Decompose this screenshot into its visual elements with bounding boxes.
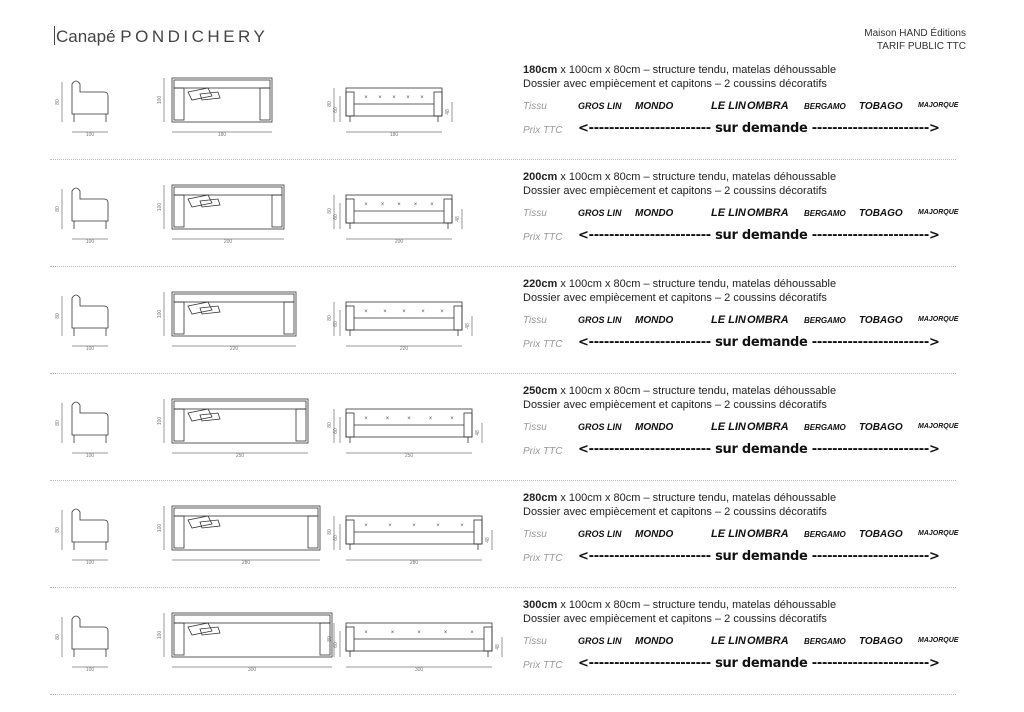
fabric-option: BERGAMO — [804, 636, 846, 646]
top-depth-label: 100 — [157, 630, 163, 640]
svg-text:×: × — [364, 416, 368, 422]
fabric-option: MONDO — [635, 314, 674, 326]
price-value: <------------------------ sur demande -----------------------> — [578, 121, 940, 136]
fabric-option: MAJORQUE — [918, 316, 959, 323]
fabric-option: MONDO — [635, 528, 674, 540]
svg-text:×: × — [402, 309, 406, 315]
top-width-label: 180 — [217, 132, 227, 138]
fabric-option: LE LIN — [711, 314, 746, 326]
product-row — [50, 484, 959, 588]
front-arm-height-label: 48 — [485, 537, 491, 543]
svg-text:×: × — [421, 309, 425, 315]
fabric-label: Tissu — [523, 315, 547, 326]
svg-text:×: × — [364, 523, 368, 529]
side-height-label: 80 — [55, 420, 61, 426]
svg-text:×: × — [436, 523, 440, 529]
top-width-label: 250 — [235, 453, 245, 459]
fabric-option: LE LIN — [711, 635, 746, 647]
spec-line — [523, 278, 836, 290]
fabric-option: TOBAGO — [859, 421, 903, 433]
page-title — [54, 26, 268, 47]
svg-text:×: × — [390, 630, 395, 636]
svg-text:×: × — [420, 95, 424, 101]
side-height-label: 80 — [55, 634, 61, 640]
top-depth-label: 100 — [157, 309, 163, 319]
front-seat-height-label: 60 — [333, 321, 339, 327]
brand-name: Maison HAND Éditions — [864, 28, 966, 39]
detail-line: Dossier avec empiècement et capitons – 2 coussins décoratifs — [523, 506, 827, 518]
fabric-label: Tissu — [523, 422, 547, 433]
top-view-outline — [172, 506, 320, 550]
fabric-option: MONDO — [635, 207, 674, 219]
price-label: Prix TTC — [523, 232, 563, 243]
fabric-option: BERGAMO — [804, 208, 846, 218]
fabric-option: BERGAMO — [804, 315, 846, 325]
front-width-label: 250 — [404, 453, 414, 459]
fabric-option: GROS LIN — [578, 422, 622, 432]
svg-text:×: × — [450, 416, 454, 422]
top-width-label: 200 — [223, 239, 233, 245]
spec-text: x 100cm x 80cm – structure tendu, matelas déhoussable — [557, 599, 837, 611]
top-depth-label: 100 — [157, 523, 163, 533]
sofa-technical-drawings — [50, 484, 500, 584]
fabric-option: LE LIN — [711, 100, 746, 112]
price-value: <------------------------ sur demande -----------------------> — [578, 442, 940, 457]
fabric-option: BERGAMO — [804, 101, 846, 111]
svg-text:×: × — [364, 309, 368, 315]
side-view-outline — [72, 509, 108, 542]
svg-text:×: × — [413, 202, 418, 208]
front-height-label: 80 — [327, 636, 333, 642]
front-width-label: 200 — [394, 239, 404, 245]
fabric-option: GROS LIN — [578, 315, 622, 325]
brand-block — [864, 27, 966, 53]
fabric-option: MONDO — [635, 421, 674, 433]
size-label: 300cm — [523, 599, 558, 611]
fabric-option: TOBAGO — [859, 635, 903, 647]
svg-text:×: × — [397, 202, 401, 208]
product-row — [50, 377, 959, 481]
fabric-label: Tissu — [523, 101, 547, 112]
product-row — [50, 270, 959, 374]
fabric-option: TOBAGO — [859, 207, 903, 219]
spec-text: x 100cm x 80cm – structure tendu, matelas déhoussable — [557, 385, 837, 397]
title-name: PONDICHERY — [120, 27, 269, 46]
fabric-option: OMBRA — [747, 528, 789, 540]
price-label: Prix TTC — [523, 660, 563, 671]
tariff-label: TARIF PUBLIC TTC — [876, 41, 966, 52]
spec-text: x 100cm x 80cm – structure tendu, matelas déhoussable — [557, 278, 837, 290]
fabric-option: OMBRA — [747, 421, 789, 433]
sofa-technical-drawings — [50, 56, 500, 156]
fabric-option: LE LIN — [711, 207, 746, 219]
fabric-option: MAJORQUE — [918, 209, 959, 216]
side-height-label: 80 — [55, 99, 61, 105]
svg-text:×: × — [407, 416, 411, 422]
fabric-option: MONDO — [635, 100, 674, 112]
top-width-label: 300 — [247, 667, 257, 673]
svg-text:×: × — [440, 309, 444, 315]
svg-text:×: × — [364, 95, 368, 101]
side-depth-label: 100 — [85, 239, 95, 245]
spec-line — [523, 492, 836, 504]
fabric-option: OMBRA — [747, 635, 789, 647]
top-depth-label: 100 — [157, 95, 163, 105]
side-view-outline — [72, 188, 108, 221]
svg-text:×: × — [385, 416, 390, 422]
front-width-label: 280 — [409, 560, 419, 566]
svg-text:×: × — [470, 630, 474, 636]
fabric-option: MONDO — [635, 635, 674, 647]
svg-text:×: × — [460, 523, 464, 529]
spec-text: x 100cm x 80cm – structure tendu, matelas déhoussable — [557, 171, 837, 183]
front-height-label: 80 — [327, 101, 333, 107]
front-arm-height-label: 48 — [475, 430, 481, 436]
price-value: <------------------------ sur demande -----------------------> — [578, 549, 940, 564]
side-height-label: 80 — [55, 313, 61, 319]
side-view-outline — [72, 295, 108, 328]
fabric-option: LE LIN — [711, 421, 746, 433]
front-width-label: 220 — [399, 346, 409, 352]
fabric-option: LE LIN — [711, 528, 746, 540]
front-view-outline — [346, 516, 482, 544]
svg-text:×: × — [443, 630, 448, 636]
row-divider — [50, 694, 956, 695]
svg-text:×: × — [380, 202, 385, 208]
row-divider — [50, 587, 956, 588]
size-label: 200cm — [523, 171, 558, 183]
row-divider — [50, 480, 956, 481]
fabric-option: TOBAGO — [859, 314, 903, 326]
front-seat-height-label: 60 — [333, 642, 339, 648]
top-view-outline — [172, 78, 272, 122]
svg-text:×: × — [417, 630, 421, 636]
front-seat-height-label: 60 — [333, 107, 339, 113]
fabric-option: GROS LIN — [578, 636, 622, 646]
sofa-technical-drawings — [50, 163, 500, 263]
spec-text: x 100cm x 80cm – structure tendu, matelas déhoussable — [557, 64, 837, 76]
top-view-outline — [172, 292, 296, 336]
fabric-option: MAJORQUE — [918, 423, 959, 430]
price-value: <------------------------ sur demande -----------------------> — [578, 228, 940, 243]
side-view-outline — [72, 81, 108, 114]
front-seat-height-label: 60 — [333, 535, 339, 541]
fabric-option: BERGAMO — [804, 422, 846, 432]
size-label: 180cm — [523, 64, 558, 76]
side-depth-label: 100 — [85, 453, 95, 459]
svg-text:×: × — [364, 202, 368, 208]
fabric-option: OMBRA — [747, 100, 789, 112]
svg-text:×: × — [378, 95, 382, 101]
product-row — [50, 56, 959, 160]
spec-text: x 100cm x 80cm – structure tendu, matelas déhoussable — [557, 492, 837, 504]
front-view-outline — [346, 302, 462, 330]
top-width-label: 280 — [241, 560, 251, 566]
side-depth-label: 100 — [85, 560, 95, 566]
sofa-technical-drawings — [50, 270, 500, 370]
title-bar — [54, 26, 55, 45]
front-arm-height-label: 48 — [465, 323, 471, 329]
front-height-label: 80 — [327, 529, 333, 535]
svg-text:×: × — [428, 416, 433, 422]
front-width-label: 180 — [389, 132, 399, 138]
fabric-option: OMBRA — [747, 207, 789, 219]
svg-text:×: × — [392, 95, 396, 101]
size-label: 280cm — [523, 492, 558, 504]
fabric-option: MAJORQUE — [918, 102, 959, 109]
svg-text:×: × — [430, 202, 434, 208]
fabric-option: BERGAMO — [804, 529, 846, 539]
spec-line — [523, 64, 836, 76]
top-width-label: 220 — [229, 346, 239, 352]
size-label: 220cm — [523, 278, 558, 290]
side-depth-label: 100 — [85, 667, 95, 673]
spec-line — [523, 599, 836, 611]
price-label: Prix TTC — [523, 339, 563, 350]
front-height-label: 80 — [327, 208, 333, 214]
price-value: <------------------------ sur demande -----------------------> — [578, 656, 940, 671]
front-view-outline — [346, 623, 492, 651]
spec-line — [523, 385, 836, 397]
product-row — [50, 163, 959, 267]
front-arm-height-label: 48 — [455, 216, 461, 222]
price-value: <------------------------ sur demande -----------------------> — [578, 335, 940, 350]
row-divider — [50, 266, 956, 267]
side-depth-label: 100 — [85, 132, 95, 138]
detail-line: Dossier avec empiècement et capitons – 2 coussins décoratifs — [523, 78, 827, 90]
front-seat-height-label: 60 — [333, 214, 339, 220]
price-label: Prix TTC — [523, 125, 563, 136]
fabric-option: GROS LIN — [578, 208, 622, 218]
product-row — [50, 591, 959, 695]
top-view-outline — [172, 613, 332, 657]
svg-text:×: × — [412, 523, 416, 529]
svg-text:×: × — [364, 630, 368, 636]
fabric-option: MAJORQUE — [918, 637, 959, 644]
front-width-label: 300 — [414, 667, 424, 673]
front-seat-height-label: 60 — [333, 428, 339, 434]
spec-line — [523, 171, 836, 183]
side-view-outline — [72, 402, 108, 435]
fabric-option: GROS LIN — [578, 101, 622, 111]
side-height-label: 80 — [55, 527, 61, 533]
svg-text:×: × — [406, 95, 410, 101]
top-depth-label: 100 — [157, 202, 163, 212]
front-view-outline — [346, 88, 442, 116]
svg-text:×: × — [388, 523, 392, 529]
size-label: 250cm — [523, 385, 558, 397]
top-view-outline — [172, 185, 284, 229]
fabric-label: Tissu — [523, 208, 547, 219]
front-view-outline — [346, 195, 452, 223]
front-height-label: 80 — [327, 422, 333, 428]
svg-text:×: × — [383, 309, 387, 315]
price-label: Prix TTC — [523, 446, 563, 457]
sofa-technical-drawings — [50, 591, 500, 691]
front-arm-height-label: 48 — [495, 644, 501, 650]
front-view-outline — [346, 409, 472, 437]
fabric-label: Tissu — [523, 529, 547, 540]
price-label: Prix TTC — [523, 553, 563, 564]
fabric-option: GROS LIN — [578, 529, 622, 539]
side-view-outline — [72, 616, 108, 649]
front-height-label: 80 — [327, 315, 333, 321]
fabric-option: TOBAGO — [859, 100, 903, 112]
detail-line: Dossier avec empiècement et capitons – 2 coussins décoratifs — [523, 399, 827, 411]
side-depth-label: 100 — [85, 346, 95, 352]
detail-line: Dossier avec empiècement et capitons – 2 coussins décoratifs — [523, 613, 827, 625]
top-depth-label: 100 — [157, 416, 163, 426]
sofa-technical-drawings — [50, 377, 500, 477]
detail-line: Dossier avec empiècement et capitons – 2 coussins décoratifs — [523, 185, 827, 197]
detail-line: Dossier avec empiècement et capitons – 2 coussins décoratifs — [523, 292, 827, 304]
side-height-label: 80 — [55, 206, 61, 212]
fabric-option: TOBAGO — [859, 528, 903, 540]
front-arm-height-label: 48 — [445, 109, 451, 115]
title-prefix: Canapé — [56, 27, 116, 46]
row-divider — [50, 373, 956, 374]
fabric-label: Tissu — [523, 636, 547, 647]
row-divider — [50, 159, 956, 160]
fabric-option: OMBRA — [747, 314, 789, 326]
fabric-option: MAJORQUE — [918, 530, 959, 537]
